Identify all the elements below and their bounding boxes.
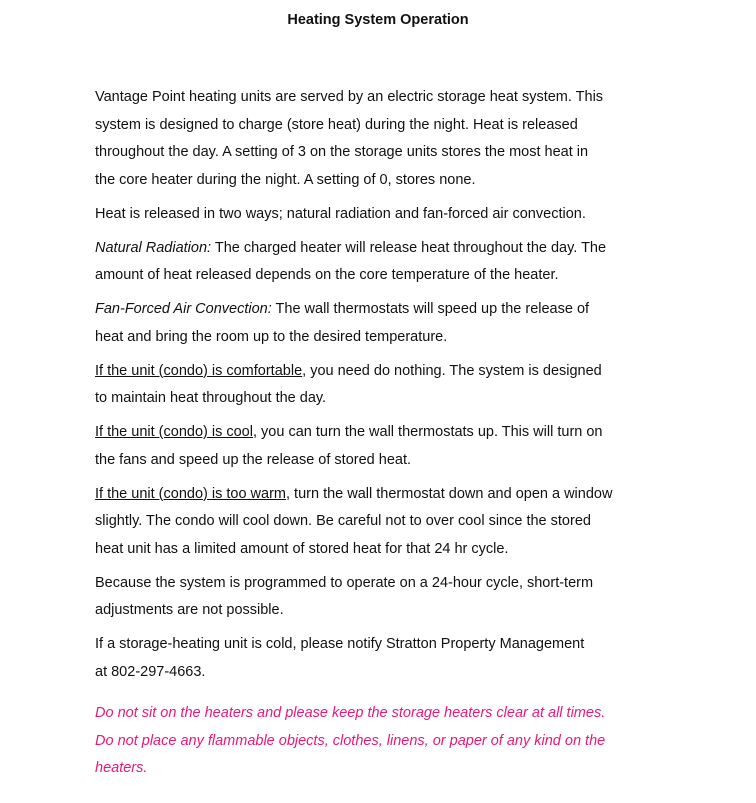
text-line: heat and bring the room up to the desired temperature. [95,328,448,345]
text-line [95,235,675,263]
warning-line: Do not place any flammable objects, clothes, linens, or paper of any kind on the [95,732,606,749]
text-line: amount of heat released depends on the core temperature of the heater. [95,267,559,283]
underlined-label: If the unit (condo) is comfortable [95,362,303,379]
text-span: , you need do nothing. The system is designed [302,362,602,379]
text-line: Because the system is programmed to operate on a 24-hour cycle, short-term [95,574,594,591]
paragraph-too-warm [95,481,675,564]
text-line [95,481,675,509]
text-line: throughout the day. A setting of 3 on the storage units stores the most heat in [95,144,589,160]
text-line [95,296,675,324]
italic-label: Fan-Forced Air Convection: [95,301,272,317]
page-title: Heating System Operation [287,12,469,28]
underlined-label: If the unit (condo) is cool [95,424,253,440]
underlined-label: If the unit (condo) is too warm [95,485,286,502]
warning-line: heaters. [95,760,148,776]
text-line: the core heater during the night. A setting of 0, stores none. [95,171,476,188]
text-span: , you can turn the wall thermostats up. This will turn on [252,424,603,440]
safety-warning [95,700,675,783]
paragraph-overview [95,84,675,194]
paragraph-comfortable [95,358,675,413]
warning-line: Do not sit on the heaters and please keep the storage heaters clear at all times. [95,705,606,721]
text-line: heat unit has a limited amount of stored heat for that 24 hr cycle. [95,540,509,557]
text-line [95,358,675,386]
paragraph-fan-forced [95,296,675,351]
document-body [95,84,675,789]
paragraph-contact [95,631,675,686]
text-line [95,419,675,447]
text-line: to maintain heat throughout the day. [95,390,327,406]
text-span: The wall thermostats will speed up the release of [271,301,590,317]
paragraph-cool [95,419,675,474]
text-line: If a storage-heating unit is cold, please notify Stratton Property Management [95,636,585,652]
text-line: adjustments are not possible. [95,602,284,618]
paragraph-release-methods [95,201,675,229]
italic-label: Natural Radiation: [95,239,212,256]
text-line: at 802-297-4663. [95,663,206,680]
text-line: slightly. The condo will cool down. Be careful not to over cool since the stored [95,513,591,529]
text-span: , turn the wall thermostat down and open a window [286,485,613,502]
text-span: The charged heater will release heat throughout the day. The [211,239,607,256]
text-line: Vantage Point heating units are served by an electric storage heat system. This [95,89,604,105]
text-line: system is designed to charge (store heat) during the night. Heat is released [95,116,578,133]
text-line: the fans and speed up the release of stored heat. [95,451,412,468]
text-line: Heat is released in two ways; natural radiation and fan-forced air convection. [95,205,586,222]
paragraph-natural-radiation [95,235,675,290]
paragraph-cycle [95,570,675,625]
